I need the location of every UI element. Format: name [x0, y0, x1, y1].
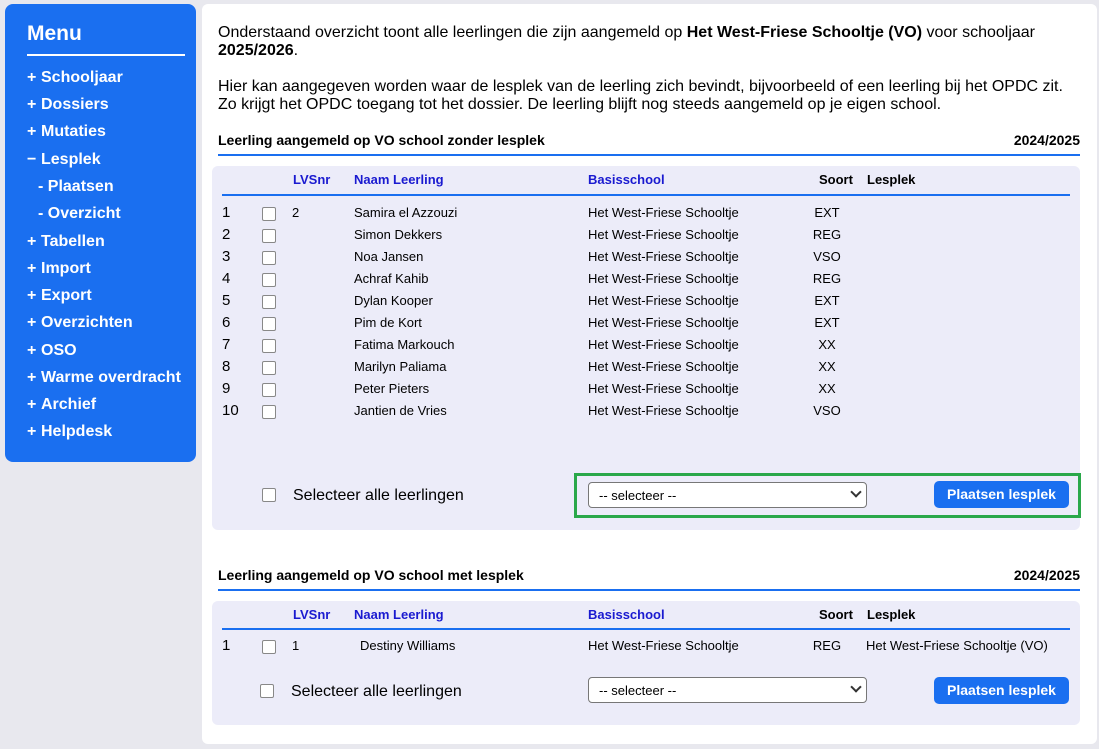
cell-soort: VSO	[813, 249, 841, 264]
cell-basisschool: Het West-Friese Schooltje	[588, 403, 739, 418]
cell-lesplek: Het West-Friese Schooltje (VO)	[866, 638, 1048, 653]
cell-basisschool: Het West-Friese Schooltje	[588, 271, 739, 286]
intro-paragraph-1: Onderstaand overzicht toont alle leerlingen die zijn aangemeld op Het West-Friese Schooltje (VO) voor schooljaar 2025/2026.	[218, 24, 1036, 59]
row-index: 9	[222, 380, 231, 397]
table-row	[212, 380, 1080, 402]
row-index: 1	[222, 204, 231, 221]
cell-basisschool: Het West-Friese Schooltje	[588, 359, 739, 374]
col-header-lesplek: Lesplek	[867, 607, 916, 622]
cell-naam: Destiny Williams	[360, 638, 456, 653]
cell-soort: XX	[818, 381, 836, 396]
select-all-label: Selecteer alle leerlingen	[293, 487, 464, 504]
row-checkbox[interactable]	[262, 251, 276, 265]
chevron-down-icon	[850, 681, 861, 692]
menu-item-archief[interactable]: + Archief	[27, 396, 97, 413]
cell-naam: Marilyn Paliama	[354, 359, 447, 374]
table-row	[212, 402, 1080, 424]
table-row	[212, 248, 1080, 270]
col-header-lvsnr[interactable]: LVSnr	[293, 607, 331, 622]
cell-basisschool: Het West-Friese Schooltje	[588, 381, 739, 396]
cell-soort: REG	[812, 638, 842, 653]
table-row	[212, 358, 1080, 380]
table-met-lesplek	[212, 601, 1080, 725]
section-title: Leerling aangemeld op VO school met lesplek	[218, 567, 524, 583]
menu-item-export[interactable]: + Export	[27, 287, 92, 304]
menu-item-oso[interactable]: + OSO	[27, 342, 77, 359]
row-checkbox[interactable]	[262, 295, 276, 309]
lesplek-dropdown[interactable]: -- selecteer --	[588, 677, 867, 703]
table-row	[212, 270, 1080, 292]
cell-naam: Peter Pieters	[354, 381, 430, 396]
row-index: 10	[222, 402, 239, 419]
lesplek-dropdown[interactable]: -- selecteer --	[588, 482, 867, 508]
col-header-soort: Soort	[819, 172, 853, 187]
menu-item-tabellen[interactable]: + Tabellen	[27, 233, 105, 250]
menu-subitem-plaatsen[interactable]: - Plaatsen	[38, 178, 114, 195]
cell-basisschool: Het West-Friese Schooltje	[588, 227, 739, 242]
section-year: 2024/2025	[1013, 567, 1080, 583]
cell-naam: Achraf Kahib	[354, 271, 429, 286]
cell-soort: REG	[812, 227, 842, 242]
cell-naam: Fatima Markouch	[354, 337, 455, 352]
intro-text	[218, 24, 1078, 114]
menu-item-overzichten[interactable]: + Overzichten	[27, 314, 133, 331]
cell-soort: REG	[812, 271, 842, 286]
menu-item-lesplek[interactable]: − Lesplek	[27, 151, 101, 168]
row-index: 1	[222, 637, 231, 654]
row-index: 4	[222, 270, 231, 287]
menu-item-dossiers[interactable]: + Dossiers	[27, 96, 109, 113]
row-checkbox[interactable]	[262, 361, 276, 375]
row-index: 7	[222, 336, 231, 353]
menu-title: Menu	[27, 22, 82, 45]
select-all-label: Selecteer alle leerlingen	[291, 683, 462, 700]
cell-soort: XX	[818, 359, 836, 374]
row-index: 3	[222, 248, 231, 265]
cell-lvsnr: 1	[292, 638, 300, 653]
row-checkbox[interactable]	[262, 317, 276, 331]
col-header-lesplek: Lesplek	[867, 172, 916, 187]
row-index: 6	[222, 314, 231, 331]
section-header-met-lesplek	[218, 567, 1080, 591]
row-checkbox[interactable]	[262, 383, 276, 397]
row-index: 8	[222, 358, 231, 375]
row-checkbox[interactable]	[262, 640, 276, 654]
table-row	[212, 314, 1080, 336]
table-row	[212, 204, 1080, 226]
col-header-naam[interactable]: Naam Leerling	[354, 607, 444, 622]
cell-soort: EXT	[814, 293, 840, 308]
cell-lvsnr: 2	[292, 205, 300, 220]
header-divider	[222, 628, 1070, 630]
highlight-box	[574, 473, 1081, 518]
menu-divider	[27, 54, 185, 56]
cell-basisschool: Het West-Friese Schooltje	[588, 337, 739, 352]
col-header-lvsnr[interactable]: LVSnr	[293, 172, 331, 187]
cell-naam: Samira el Azzouzi	[354, 205, 458, 220]
cell-basisschool: Het West-Friese Schooltje	[588, 249, 739, 264]
col-header-soort: Soort	[819, 607, 853, 622]
cell-naam: Simon Dekkers	[354, 227, 443, 242]
cell-basisschool: Het West-Friese Schooltje	[588, 205, 739, 220]
menu-item-mutaties[interactable]: + Mutaties	[27, 123, 106, 140]
row-checkbox[interactable]	[262, 273, 276, 287]
row-index: 2	[222, 226, 231, 243]
row-checkbox[interactable]	[262, 405, 276, 419]
col-header-basisschool[interactable]: Basisschool	[588, 172, 665, 187]
sidebar-menu	[5, 4, 196, 462]
menu-item-import[interactable]: + Import	[27, 260, 91, 277]
row-checkbox[interactable]	[262, 207, 276, 221]
table-row	[212, 292, 1080, 314]
row-checkbox[interactable]	[262, 339, 276, 353]
menu-item-schooljaar[interactable]: + Schooljaar	[27, 69, 123, 86]
main-panel	[202, 4, 1097, 744]
select-all-checkbox[interactable]	[260, 684, 274, 698]
cell-basisschool: Het West-Friese Schooltje	[588, 315, 739, 330]
menu-subitem-overzicht[interactable]: - Overzicht	[38, 205, 121, 222]
select-all-checkbox[interactable]	[262, 488, 276, 502]
cell-soort: VSO	[813, 403, 841, 418]
cell-soort: EXT	[814, 205, 840, 220]
table-row	[212, 226, 1080, 248]
cell-naam: Noa Jansen	[354, 249, 424, 264]
menu-item-warme-overdracht[interactable]: + Warme overdracht	[27, 369, 181, 386]
table-row	[212, 336, 1080, 358]
cell-soort: EXT	[814, 315, 840, 330]
cell-basisschool: Het West-Friese Schooltje	[588, 293, 739, 308]
section-year: 2024/2025	[1013, 132, 1080, 148]
row-checkbox[interactable]	[262, 229, 276, 243]
school-name: Het West-Friese Schooltje (VO)	[686, 24, 923, 41]
cell-naam: Dylan Kooper	[354, 293, 433, 308]
intro-paragraph-2: Hier kan aangegeven worden waar de lesplek van de leerling zich bevindt, bijvoorbeeld of een leerling bij het OPDC zit. Zo krijgt het OPDC toegang tot het dossier. De leerling blijft nog steeds aangemeld op je eigen school.	[218, 78, 1063, 113]
menu-item-helpdesk[interactable]: + Helpdesk	[27, 423, 113, 440]
school-year: 2025/2026	[218, 42, 294, 59]
cell-soort: XX	[818, 337, 836, 352]
cell-basisschool: Het West-Friese Schooltje	[588, 638, 739, 653]
plaatsen-lesplek-button[interactable]: Plaatsen lesplek	[934, 481, 1069, 508]
section-title: Leerling aangemeld op VO school zonder lesplek	[218, 132, 545, 148]
cell-naam: Jantien de Vries	[354, 403, 447, 418]
cell-naam: Pim de Kort	[354, 315, 422, 330]
row-index: 5	[222, 292, 231, 309]
header-divider	[222, 194, 1070, 196]
col-header-naam[interactable]: Naam Leerling	[354, 172, 444, 187]
plaatsen-lesplek-button[interactable]: Plaatsen lesplek	[934, 677, 1069, 704]
col-header-basisschool[interactable]: Basisschool	[588, 607, 665, 622]
table-row	[212, 637, 1080, 659]
section-header-zonder-lesplek	[218, 132, 1080, 156]
